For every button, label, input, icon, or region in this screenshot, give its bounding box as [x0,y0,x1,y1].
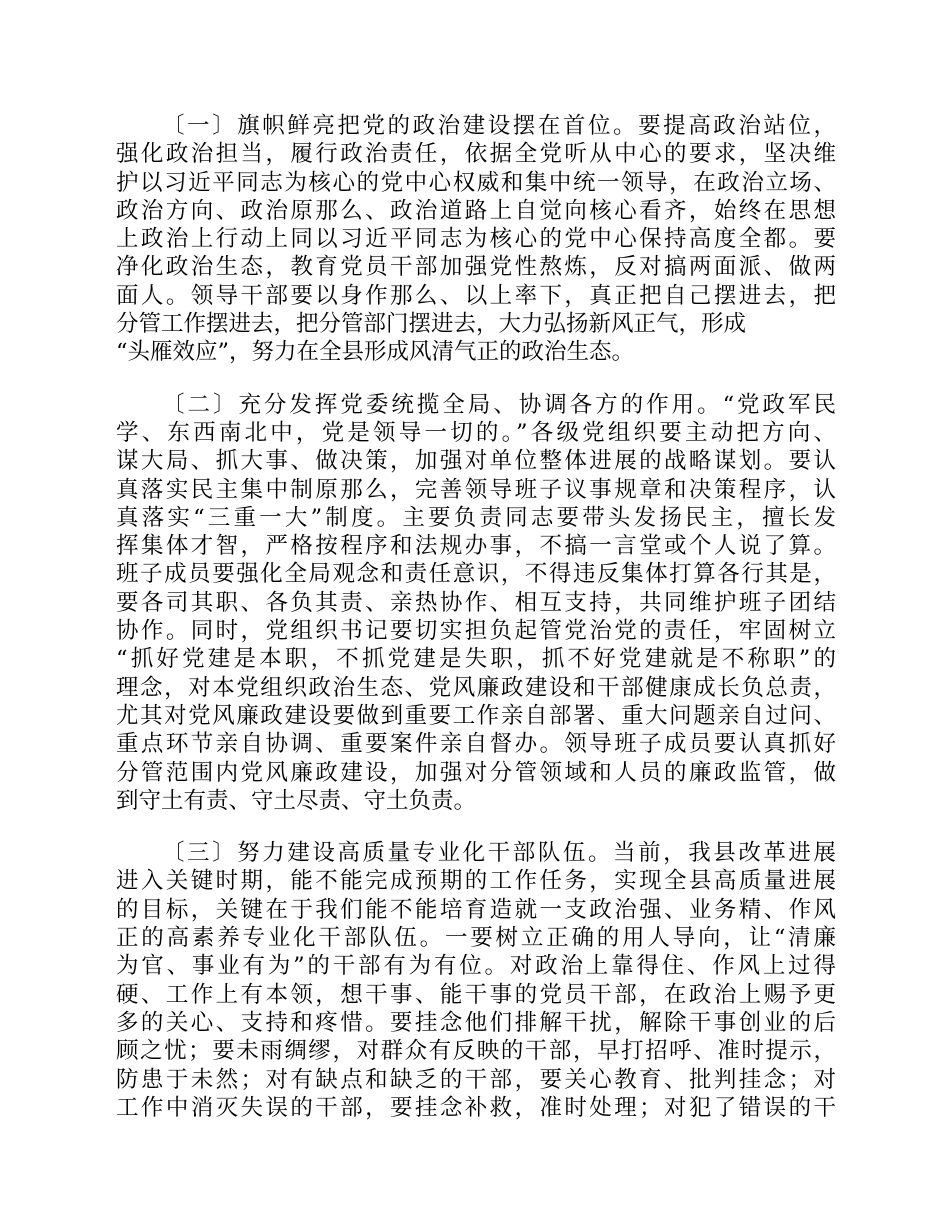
paragraph-2 [116,391,836,815]
text-line: 重点环节亲自协调、重要案件亲自督办。领导班子成员要认真抓好 [116,731,836,758]
text-line: 理念，对本党组织政治生态、党风廉政建设和干部健康成长负总责， [116,674,836,701]
text-line: 谋大局、抓大事、做决策，加强对单位整体进展的战略谋划。要认 [116,448,836,475]
text-line: 分管工作摆进去，把分管部门摆进去，大力弘扬新风正气，形成 [116,311,747,338]
text-line: 为官、事业有为”的干部有为有位。对政治上靠得住、作风上过得 [116,953,836,980]
text-line: 班子成员要强化全局观念和责任意识，不得违反集体打算各行其是， [116,561,836,588]
document-page [116,112,836,1146]
text-line: 要各司其职、各负其责、亲热协作、相互支持，共同维护班子团结 [116,589,836,616]
text-line: “抓好党建是本职，不抓党建是失职，抓不好党建就是不称职”的 [116,646,836,673]
text-line: 硬、工作上有本领，想干事、能干事的党员干部，在政治上赐予更 [116,981,836,1008]
text-line: 尤其对党风廉政建设要做到重要工作亲自部署、重大问题亲自过问、 [116,702,836,729]
text-line: 真落实民主集中制原那么，完善领导班子议事规章和决策程序，认 [116,476,836,503]
text-line: 进入关键时期，能不能完成预期的工作任务，实现全县高质量进展 [116,868,836,895]
text-line: 挥集体才智，严格按程序和法规办事，不搞一言堂或个人说了算。 [116,533,836,560]
text-line: 正的高素养专业化干部队伍。一要树立正确的用人导向，让“清廉 [116,925,836,952]
text-line: 〔一〕旗帜鲜亮把党的政治建设摆在首位。要提高政治站位， [162,113,836,139]
text-line: 面人。领导干部要以身作那么、以上率下，真正把自己摆进去，把 [116,282,836,309]
text-line: 工作中消灭失误的干部，要挂念补救，准时处理；对犯了错误的干 [116,1094,836,1121]
paragraph-3 [116,839,836,1122]
text-line: 强化政治担当，履行政治责任，依据全党听从中心的要求，坚决维 [116,141,836,168]
text-line: 防患于未然；对有缺点和缺乏的干部，要关心教育、批判挂念；对 [116,1066,836,1093]
text-line: 净化政治生态，教育党员干部加强党性熬炼，反对搞两面派、做两 [116,254,836,281]
text-line: 顾之忧；要未雨绸缪，对群众有反映的干部，早打招呼、准时提示， [116,1038,836,1065]
text-line: 多的关心、支持和疼惜。要挂念他们排解干扰，解除干事创业的后 [116,1009,836,1036]
text-line: 〔二〕充分发挥党委统揽全局、协调各方的作用。“党政军民 [162,391,836,418]
text-line: “头雁效应”，努力在全县形成风清气正的政治生态。 [116,339,635,366]
text-line: 〔三〕努力建设高质量专业化干部队伍。当前，我县改革进展 [162,840,836,867]
text-line: 护以习近平同志为核心的党中心权威和集中统一领导，在政治立场、 [116,169,836,196]
text-line: 学、东西南北中，党是领导一切的。”各级党组织要主动把方向、 [116,419,836,446]
text-line: 协作。同时，党组织书记要切实担负起管党治党的责任，牢固树立 [116,618,836,645]
text-line: 真落实“三重一大”制度。主要负责同志要带头发扬民主，擅长发 [116,504,836,531]
text-line: 到守土有责、守土尽责、守土负责。 [116,787,477,814]
text-line: 政治方向、政治原那么、政治道路上自觉向核心看齐，始终在思想 [116,197,836,224]
text-line: 上政治上行动上同以习近平同志为核心的党中心保持高度全都。要 [116,226,836,253]
text-line: 的目标，关键在于我们能不能培育造就一支政治强、业务精、作风 [116,896,836,923]
text-line: 分管范围内党风廉政建设，加强对分管领域和人员的廉政监管，做 [116,759,836,786]
paragraph-1 [116,112,836,367]
